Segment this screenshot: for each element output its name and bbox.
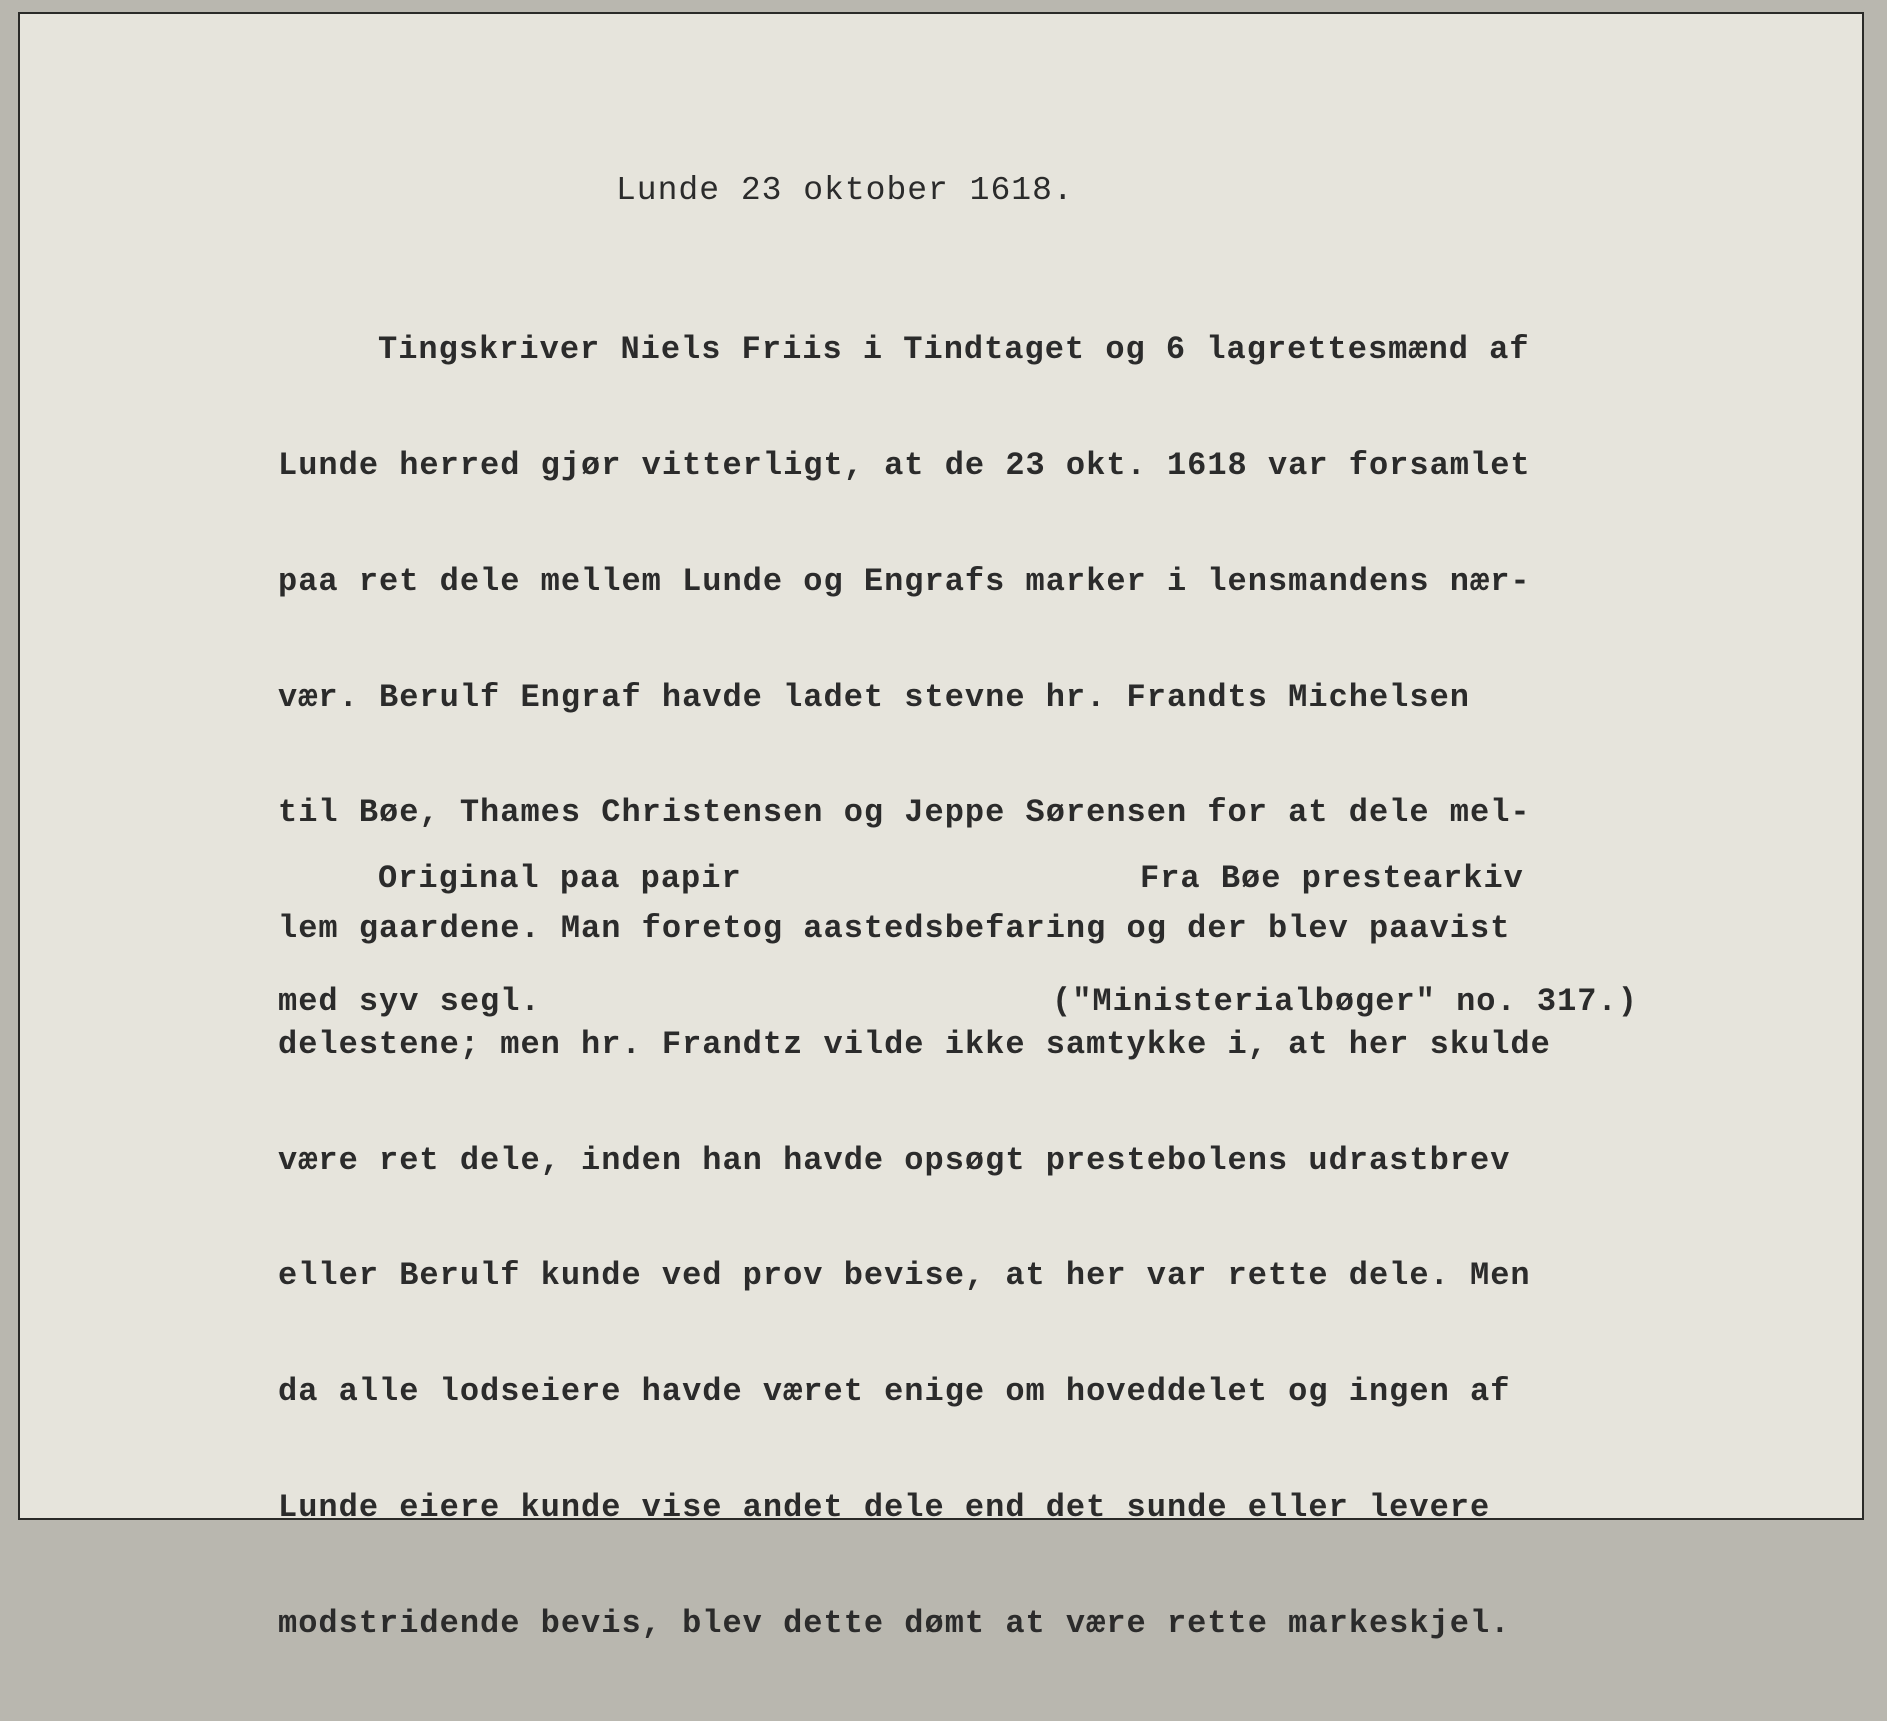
body-line: modstridende bevis, blev dette dømt at være rette markeskjel. xyxy=(278,1604,1511,1642)
left-note-line-1: Original paa papir xyxy=(378,860,742,897)
body-line: Tingskriver Niels Friis i Tindtaget og 6 lagrettesmænd af xyxy=(378,331,1530,369)
body-line: delestene; men hr. Frandtz vilde ikke samtykke i, at her skulde xyxy=(278,1025,1551,1063)
body-line: vær. Berulf Engraf havde ladet stevne hr. Frandts Michelsen xyxy=(278,678,1470,716)
body-line: Lunde eiere kunde vise andet dele end det sunde eller levere xyxy=(278,1489,1491,1526)
document-sheet xyxy=(18,12,1864,1642)
source-note-right xyxy=(1052,776,1638,1104)
body-line: til Bøe, Thames Christensen og Jeppe Sørensen for at dele mel- xyxy=(278,794,1531,832)
right-note-line-1: Fra Bøe prestearkiv xyxy=(1140,860,1524,897)
left-note-line-2: med syv segl. xyxy=(278,983,541,1020)
body-line: paa ret dele mellem Lunde og Engrafs marker i lensmandens nær- xyxy=(278,562,1531,600)
body-line: være ret dele, inden han havde opsøgt prestebolens udrastbrev xyxy=(278,1141,1511,1179)
body-line: eller Berulf kunde ved prov bevise, at her var rette dele. Men xyxy=(278,1257,1531,1295)
body-line: da alle lodseiere havde været enige om hoveddelet og ingen af xyxy=(278,1373,1511,1411)
body-line: Lunde herred gjør vitterligt, at de 23 okt. 1618 var forsamlet xyxy=(278,446,1531,484)
source-note-left xyxy=(278,776,742,1104)
right-note-line-2: ("Ministerialbøger" no. 317.) xyxy=(1052,983,1638,1020)
body-line: lem gaardene. Man foretog aastedsbefaring og der blev paavist xyxy=(278,910,1511,948)
date-line: Lunde 23 oktober 1618. xyxy=(616,172,1074,209)
